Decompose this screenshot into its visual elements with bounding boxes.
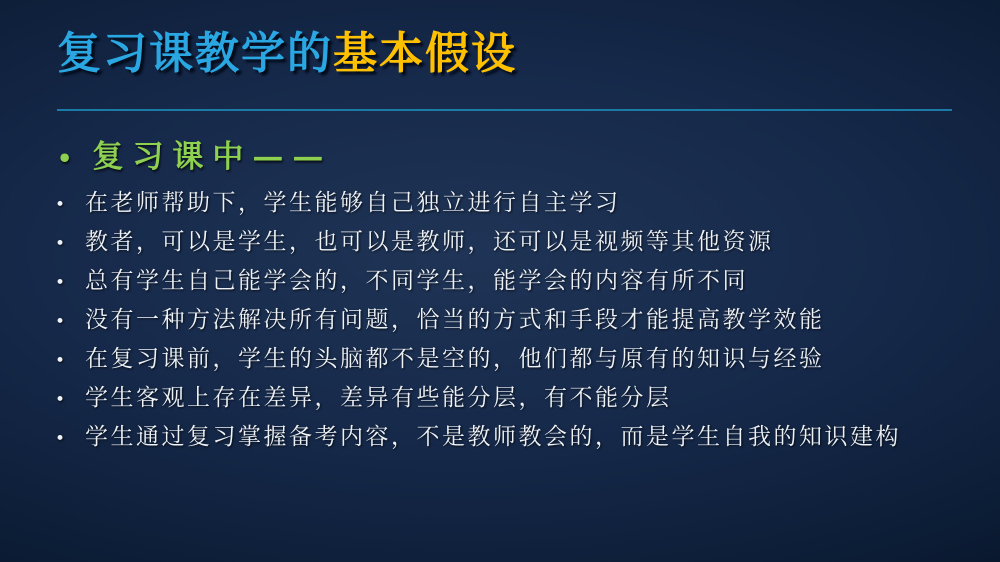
title-divider <box>57 109 952 111</box>
bullet-icon: • <box>55 234 66 254</box>
list-item <box>55 185 960 224</box>
list-item <box>55 224 960 263</box>
title-part-blue: 复习课教学的 <box>57 28 333 79</box>
slide-header <box>0 0 1000 111</box>
bullet-icon: • <box>55 195 66 215</box>
bullet-icon: • <box>55 429 66 449</box>
slide-title <box>57 26 952 81</box>
list-item <box>55 263 960 302</box>
title-part-yellow: 基本假设 <box>333 28 517 79</box>
bullet-icon: • <box>55 390 66 410</box>
list-item-text: 学生通过复习掌握备考内容，不是教师教会的，而是学生自我的知识建构 <box>85 424 901 450</box>
list-item <box>55 419 960 458</box>
list-item <box>55 380 960 419</box>
list-item-text: 教者，可以是学生，也可以是教师，还可以是视频等其他资源 <box>85 229 774 255</box>
list-item <box>55 302 960 341</box>
list-item-text: 总有学生自己能学会的，不同学生，能学会的内容有所不同 <box>85 268 748 294</box>
bullet-icon: • <box>55 351 66 371</box>
list-item-text: 学生客观上存在差异，差异有些能分层，有不能分层 <box>85 385 672 411</box>
bullet-list <box>55 185 960 458</box>
section-heading-row <box>57 137 952 177</box>
list-item-text: 在复习课前，学生的头脑都不是空的，他们都与原有的知识与经验 <box>85 346 825 372</box>
bullet-icon: • <box>55 312 66 332</box>
heading-bullet-icon: • <box>57 144 73 173</box>
list-item <box>55 341 960 380</box>
bullet-icon: • <box>55 273 66 293</box>
list-item-text: 没有一种方法解决所有问题，恰当的方式和手段才能提高教学效能 <box>85 307 825 333</box>
section-heading: 复习课中—— <box>92 139 333 175</box>
list-item-text: 在老师帮助下，学生能够自己独立进行自主学习 <box>85 190 621 216</box>
